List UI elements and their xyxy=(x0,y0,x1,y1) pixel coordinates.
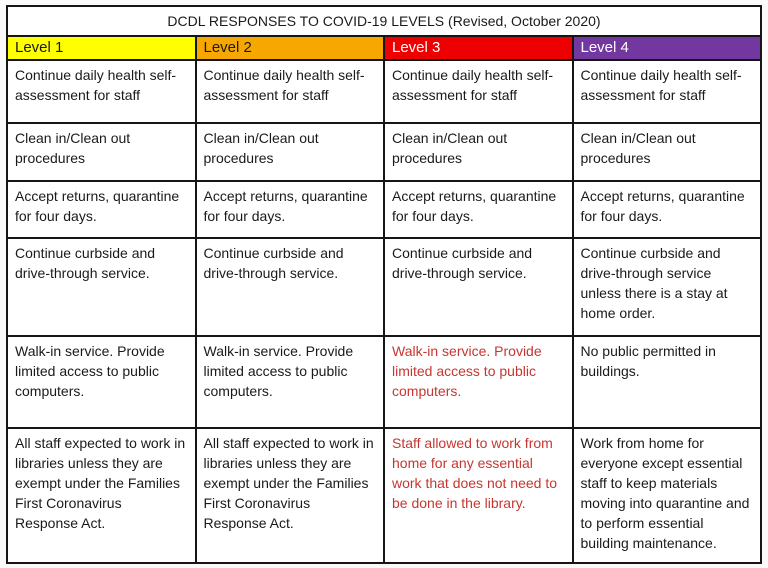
table-row-staff-work-policy xyxy=(7,428,761,563)
table-title: DCDL RESPONSES TO COVID-19 LEVELS (Revised, October 2020) xyxy=(7,6,761,36)
table-row-health-self-assessment xyxy=(7,60,761,123)
cell-level1-health: Continue daily health self-assessment for staff xyxy=(7,60,196,123)
table-row-walk-in-service xyxy=(7,336,761,428)
level-1-header: Level 1 xyxy=(7,36,196,60)
cell-level4-health: Continue daily health self-assessment for staff xyxy=(573,60,762,123)
cell-level2-walkin: Walk-in service. Provide limited access to public computers. xyxy=(196,336,385,428)
cell-level2-staff: All staff expected to work in libraries unless they are exempt under the Families First Coronavirus Response Act. xyxy=(196,428,385,563)
covid-response-table xyxy=(6,5,762,564)
cell-level2-curbside: Continue curbside and drive-through service. xyxy=(196,238,385,336)
cell-level3-staff: Staff allowed to work from home for any essential work that does not need to be done in the library. xyxy=(384,428,573,563)
cell-level1-walkin: Walk-in service. Provide limited access to public computers. xyxy=(7,336,196,428)
cell-level3-returns: Accept returns, quarantine for four days. xyxy=(384,181,573,238)
cell-level3-walkin: Walk-in service. Provide limited access to public computers. xyxy=(384,336,573,428)
cell-level4-curbside: Continue curbside and drive-through service unless there is a stay at home order. xyxy=(573,238,762,336)
cell-level1-curbside: Continue curbside and drive-through service. xyxy=(7,238,196,336)
cell-level3-health: Continue daily health self-assessment for staff xyxy=(384,60,573,123)
cell-level1-staff: All staff expected to work in libraries unless they are exempt under the Families First Coronavirus Response Act. xyxy=(7,428,196,563)
table-row-clean-procedures xyxy=(7,123,761,181)
table-row-curbside-service xyxy=(7,238,761,336)
cell-level3-clean: Clean in/Clean out procedures xyxy=(384,123,573,181)
cell-level2-returns: Accept returns, quarantine for four days. xyxy=(196,181,385,238)
table-title-row xyxy=(7,6,761,36)
level-3-header: Level 3 xyxy=(384,36,573,60)
table-row-accept-returns xyxy=(7,181,761,238)
cell-level2-health: Continue daily health self-assessment for staff xyxy=(196,60,385,123)
cell-level1-returns: Accept returns, quarantine for four days. xyxy=(7,181,196,238)
level-4-header: Level 4 xyxy=(573,36,762,60)
cell-level4-walkin: No public permitted in buildings. xyxy=(573,336,762,428)
cell-level4-clean: Clean in/Clean out procedures xyxy=(573,123,762,181)
cell-level4-returns: Accept returns, quarantine for four days. xyxy=(573,181,762,238)
cell-level1-clean: Clean in/Clean out procedures xyxy=(7,123,196,181)
level-2-header: Level 2 xyxy=(196,36,385,60)
cell-level2-clean: Clean in/Clean out procedures xyxy=(196,123,385,181)
cell-level4-staff: Work from home for everyone except essential staff to keep materials moving into quarantine and to perform essential building maintenance. xyxy=(573,428,762,563)
cell-level3-curbside: Continue curbside and drive-through service. xyxy=(384,238,573,336)
level-header-row xyxy=(7,36,761,60)
